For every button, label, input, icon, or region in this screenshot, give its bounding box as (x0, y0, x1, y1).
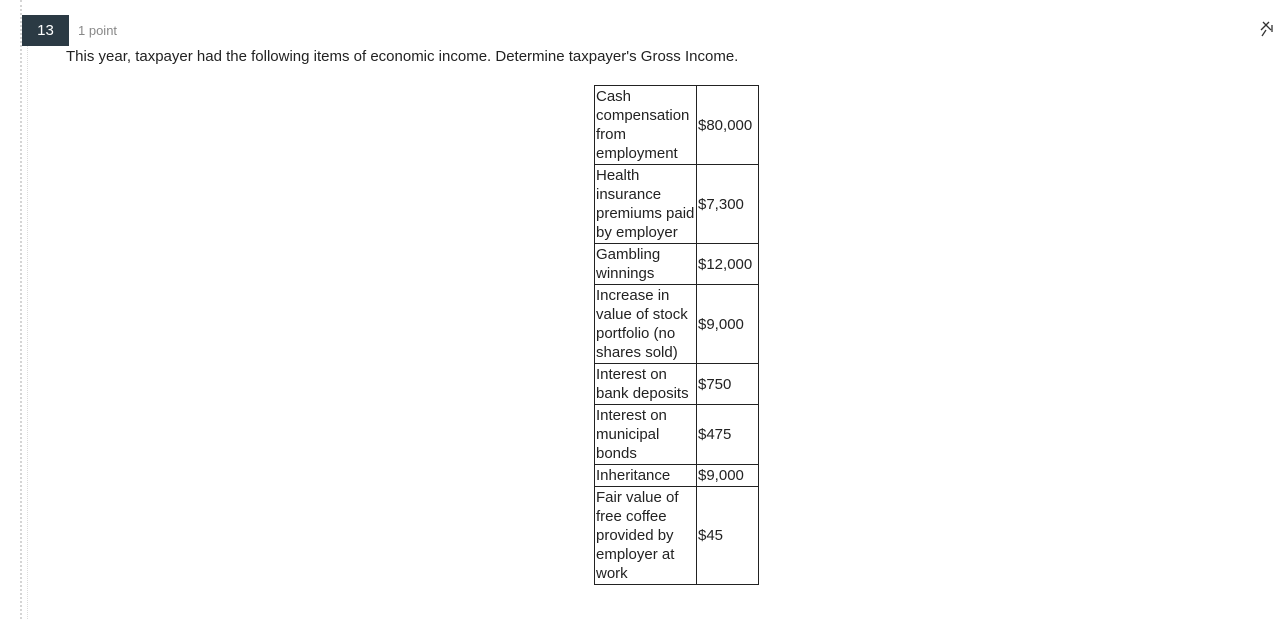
income-item-amount: $9,000 (697, 465, 759, 487)
income-item-amount: $45 (697, 487, 759, 585)
income-item-amount: $12,000 (697, 244, 759, 285)
income-item-label: Health insurance premiums paid by employer (595, 165, 697, 244)
income-item-label: Increase in value of stock portfolio (no shares sold) (595, 285, 697, 364)
page-left-border (20, 0, 22, 619)
income-item-amount: $7,300 (697, 165, 759, 244)
table-row (595, 285, 759, 364)
income-item-label: Fair value of free coffee provided by employer at work (595, 487, 697, 585)
income-item-label: Inheritance (595, 465, 697, 487)
income-item-amount: $750 (697, 364, 759, 405)
income-item-amount: $9,000 (697, 285, 759, 364)
income-item-label: Interest on municipal bonds (595, 405, 697, 465)
income-item-amount: $80,000 (697, 86, 759, 165)
table-row (595, 244, 759, 285)
question-points: 1 point (78, 23, 118, 38)
table-row (595, 487, 759, 585)
income-item-label: Cash compensation from employment (595, 86, 697, 165)
pin-icon[interactable] (1260, 20, 1274, 38)
table-row (595, 165, 759, 244)
table-row (595, 465, 759, 487)
question-left-border (27, 44, 28, 619)
table-row (595, 364, 759, 405)
income-item-label: Interest on bank deposits (595, 364, 697, 405)
question-prompt: This year, taxpayer had the following items of economic income. Determine taxpayer's Gross Income. (66, 48, 739, 65)
income-item-amount: $475 (697, 405, 759, 465)
table-row (595, 86, 759, 165)
income-table (594, 85, 759, 585)
question-number: 13 (22, 15, 69, 46)
income-item-label: Gambling winnings (595, 244, 697, 285)
table-row (595, 405, 759, 465)
